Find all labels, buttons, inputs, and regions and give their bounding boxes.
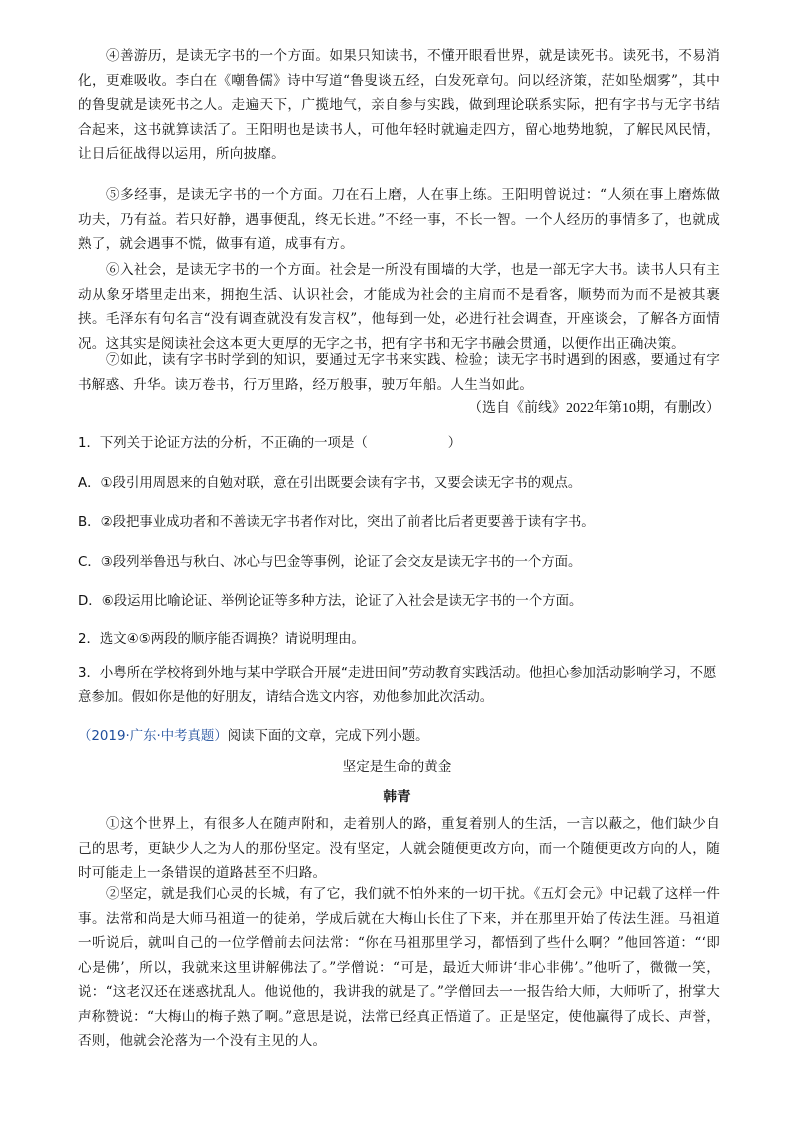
passage1-paragraph-4: ④善游历，是读无字书的一个方面。如果只知读书，不懂开眼看世界，就是读死书。读死书，不易消化，更难吸收。李白在《嘲鲁儒》诗中写道“鲁叟谈五经，白发死章句。问以经济策，茫如坠烟雾”，其中的鲁叟就是读死书之人。走遍天下，广揽地气，亲自参与实践，做到理论联系实际，把有字书与无字书结合起来，这书就算读活了。王阳明也是读书人，可他年轻时就遍走四方，留心地势地貌，了解民风民情，让日后征战得以运用，所向披靡。 [78,48,720,162]
question-1 [78,432,722,456]
section2-instruction: 阅读下面的文章，完成下列小题。 [227,729,429,744]
passage2-paragraph-2: ②坚定，就是我们心灵的长城，有了它，我们就不怕外来的一切干扰。《五灯会元》中记载了这样一件事。法常和尚是大师马祖道一的徒弟，学成后就在大梅山长住了下来，并在那里开始了传法生涯。马祖道一听说后，就叫自己的一位学僧前去问法常：“你在马祖那里学习，都悟到了些什么啊？”他回答道：“‘即心是佛’，所以，我就来这里讲解佛法了。”学僧说：“可是，最近大师讲‘非心非佛’。”他听了，微微一笑，说：“这老汉还在迷惑扰乱人。他说他的，我讲我的就是了。”学僧回去一一报告给大师，大师听了，拊掌大声称赞说：“大梅山的梅子熟了啊。”意思是说，法常已经真正悟道了。正是坚定，使他赢得了成长、声誉，否则，他就会沦落为一个没有主见的人。 [78,886,721,1049]
section2-header [78,726,429,748]
question-1-stem: 1．下列关于论证方法的分析，不正确的一项是（ [78,436,368,451]
exam-source-tag: （2019·广东·中考真题） [78,729,228,744]
passage1-paragraph-5: ⑤多经事，是读无字书的一个方面。刀在石上磨，人在事上练。王阳明曾说过：“人须在事上磨炼做功夫，乃有益。若只好静，遇事便乱，终无长进。”不经一事，不长一智。一个人经历的事情多了，也就成熟了，就会遇事不慌，做事有道，成事有方。 [78,187,720,252]
passage1-paragraph-6: ⑥入社会，是读无字书的一个方面。社会是一所没有围墙的大学，也是一部无字大书。读书人只有主动从象牙塔里走出来，拥抱生活、认识社会，才能成为社会的主肩而不是看客，顺势而为而不是被其裹挟。毛泽东有句名言“没有调查就没有发言权”，他每到一处，必进行社会调查，开座谈会，了解各方面情况。这其实是阅读社会这本更大更厚的无字之书，把有字书和无字书融会贯通，以便作出正确决策。 [78,262,720,352]
passage1-paragraph-7: ⑦如此，读有字书时学到的知识，要通过无字书来实践、检验；读无字书时遇到的困惑，要通过有字书解惑、升华。读万卷书，行万里路，经万般事，驶万年船。人生当如此。 [78,352,720,393]
question-2: 2．选文④⑤两段的顺序能否调换？请说明理由。 [78,632,365,647]
option-b: B．②段把事业成功者和不善读无字书者作对比，突出了前者比后者更要善于读有字书。 [78,515,595,530]
article-title: 坚定是生命的黄金 [342,759,452,775]
passage1-source: （选自《前线》2022年第10期，有删改） [468,401,720,416]
option-d: D．⑥段运用比喻论证、举例论证等多种方法，论证了入社会是读无字书的一个方面。 [78,594,583,609]
question-1-close: ） [447,436,462,451]
passage2-paragraph-1: ①这个世界上，有很多人在随声附和，走着别人的路，重复着别人的生活，一言以蔽之，他们缺少自己的思考，更缺少人之为人的那份坚定。没有坚定，人就会随便更改方向，而一个随便更改方向的人，随时可能走上一条错误的道路甚至不归路。 [78,816,720,881]
article-author: 韩青 [383,789,411,805]
option-a: A．①段引用周恩来的自勉对联，意在引出既要会读有字书，又要会读无字书的观点。 [78,476,582,491]
question-3: 3．小粤所在学校将到外地与某中学联合开展“走进田间”劳动教育实践活动。他担心参加活动影响学习，不愿意参加。假如你是他的好朋友，请结合选文内容，劝他参加此次活动。 [78,666,717,705]
option-c: C．③段列举鲁迅与秋白、冰心与巴金等事例，论证了会交友是读无字书的一个方面。 [78,555,582,570]
